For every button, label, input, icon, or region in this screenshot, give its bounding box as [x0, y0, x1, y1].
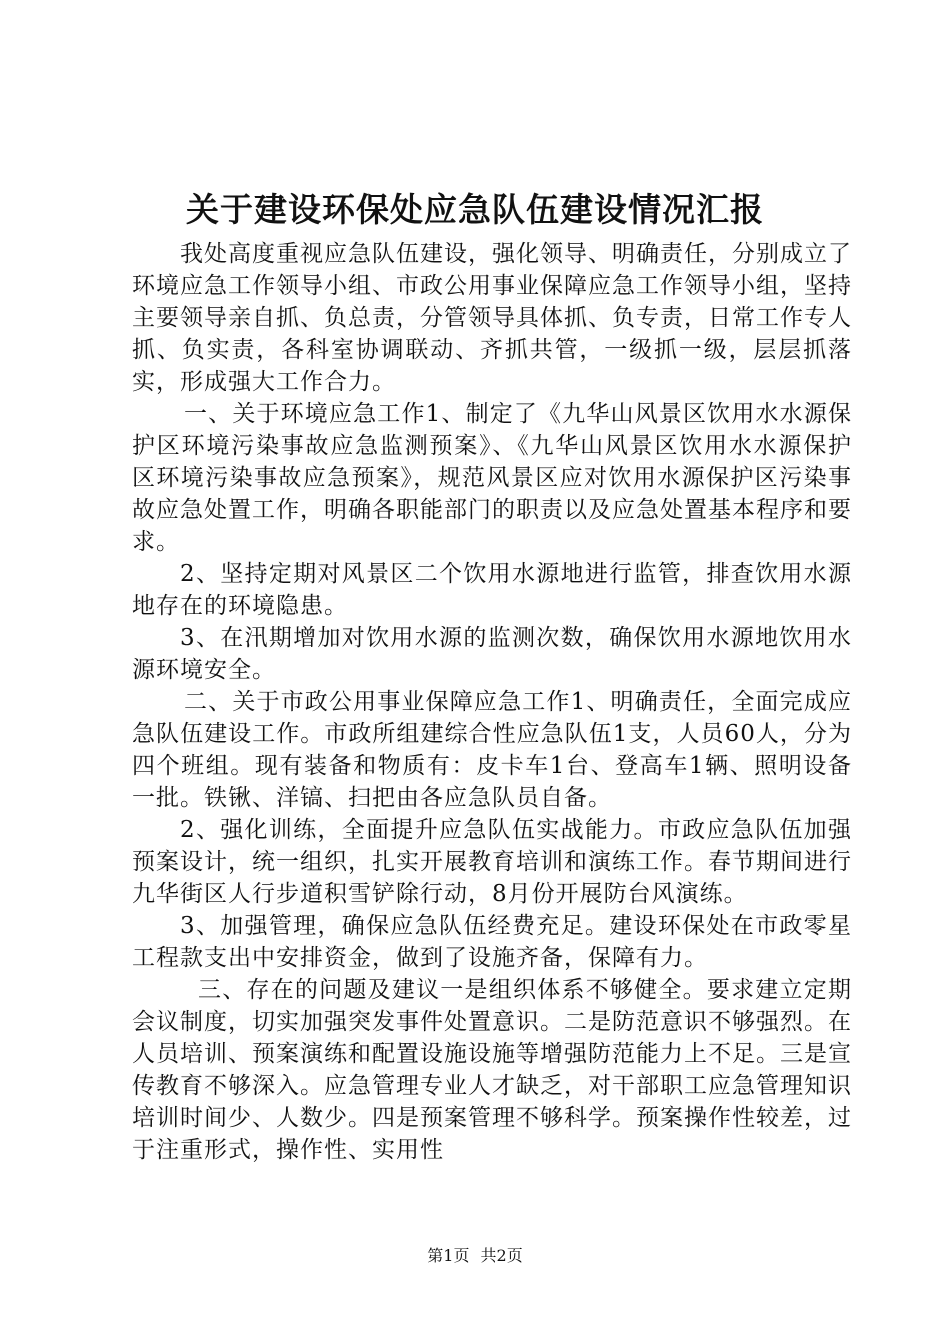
- paragraph-section-2: 二、关于市政公用事业保障应急工作1、明确责任，全面完成应急队伍建设工作。市政所组建综合性应急队伍1支，人员60人，分为四个班组。现有装备和物质有：皮卡车1台、登高车1辆、照明设备一批。铁锹、洋镐、扫把由各应急队员自备。: [132, 689, 852, 811]
- paragraph-section-2-item-3: 3、加强管理，确保应急队伍经费充足。建设环保处在市政零星工程款支出中安排资金，做到了设施齐备，保障有力。: [132, 913, 852, 971]
- paragraph-section-1: 一、关于环境应急工作1、制定了《九华山风景区饮用水水源保护区环境污染事故应急监测预案》、《九华山风景区饮用水水源保护区环境污染事故应急预案》，规范风景区应对饮用水源保护区污染事故应急处置工作，明确各职能部门的职责以及应急处置基本程序和要求。: [132, 401, 852, 555]
- paragraph-intro: 我处高度重视应急队伍建设，强化领导、明确责任，分别成立了环境应急工作领导小组、市政公用事业保障应急工作领导小组，坚持主要领导亲自抓、负总责，分管领导具体抓、负专责，日常工作专人抓、负实责，各科室协调联动、齐抓共管，一级抓一级，层层抓落实，形成强大工作合力。: [132, 241, 852, 395]
- document-body: [132, 238, 852, 1166]
- paragraph-section-3: 三、存在的问题及建议一是组织体系不够健全。要求建立定期会议制度，切实加强突发事件处置意识。二是防范意识不够强烈。在人员培训、预案演练和配置设施设施等增强防范能力上不足。三是宣传教育不够深入。应急管理专业人才缺乏，对干部职工应急管理知识培训时间少、人数少。四是预案管理不够科学。预案操作性较差，过于注重形式，操作性、实用性: [132, 977, 852, 1163]
- paragraph-section-1-item-3: 3、在汛期增加对饮用水源的监测次数，确保饮用水源地饮用水源环境安全。: [132, 625, 852, 683]
- page-number: 第1页: [427, 1246, 470, 1265]
- page-total: 共2页: [480, 1246, 523, 1265]
- page-footer: [0, 1246, 950, 1266]
- paragraph-section-2-item-2: 2、强化训练，全面提升应急队伍实战能力。市政应急队伍加强预案设计，统一组织，扎实开展教育培训和演练工作。春节期间进行九华街区人行步道积雪铲除行动，8月份开展防台风演练。: [132, 817, 852, 907]
- document-title: 关于建设环保处应急队伍建设情况汇报: [186, 190, 764, 229]
- paragraph-section-1-item-2: 2、坚持定期对风景区二个饮用水源地进行监管，排查饮用水源地存在的环境隐患。: [132, 561, 852, 619]
